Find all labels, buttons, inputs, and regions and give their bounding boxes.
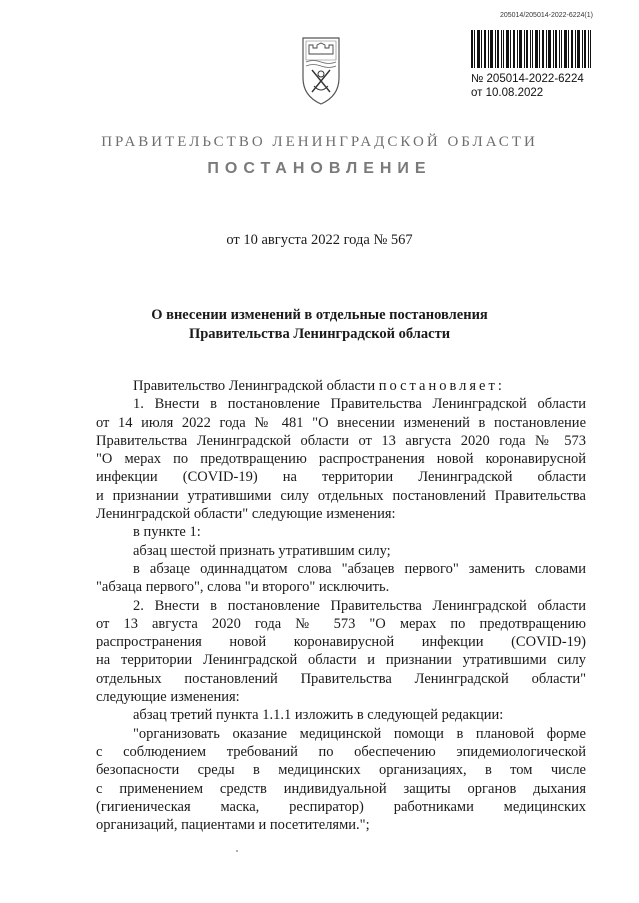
paragraph-line: распространения новой коронавирусной инфекции (COVID-19) — [96, 634, 586, 651]
registration-block — [471, 72, 584, 100]
subject-line: О внесении изменений в отдельные постановления — [151, 307, 488, 323]
intro-verb: постановляет: — [378, 378, 505, 394]
quote-line: организаций, пациентами и посетителями."; — [96, 817, 370, 834]
list-item: абзац третий пункта 1.1.1 изложить в следующей редакции: — [133, 707, 504, 724]
document-type: ПОСТАНОВЛЕНИЕ — [207, 160, 432, 177]
paragraph-line: 2. Внести в постановление Правительства Ленинградской области — [133, 597, 586, 614]
paragraph-line: следующие изменения: — [96, 689, 240, 706]
coat-of-arms-icon — [300, 34, 342, 106]
document-body — [96, 377, 586, 834]
paragraph-line: и признании утратившими силу отдельных постановлений Правительства — [96, 487, 586, 504]
list-item: абзац шестой признать утратившим силу; — [133, 542, 391, 559]
list-item: "абзаца первого", слова "и второго" исключить. — [96, 579, 390, 596]
subject-line: Правительства Ленинградской области — [188, 326, 451, 342]
paragraph-line: Ленинградской области" следующие изменения: — [96, 506, 396, 523]
barcode-icon — [471, 30, 591, 68]
paragraph-line: на территории Ленинградской области и признании утратившими силу — [96, 652, 586, 669]
list-item: в пункте 1: — [133, 524, 201, 541]
paragraph-line: от 13 августа 2020 года № 573 "О мерах по предотвращению — [96, 615, 586, 632]
intro-text: Правительство Ленинградской области — [133, 378, 379, 394]
paragraph-line: отдельных постановлений Правительства Ленинградской области" — [96, 670, 586, 687]
date-line: от 10 августа 2022 года № 567 — [226, 232, 413, 248]
paragraph-line: инфекции (COVID-19) на территории Ленинградской области — [96, 469, 586, 486]
quote-line: с соблюдением требований по обеспечению эпидемиологической — [96, 743, 586, 760]
quote-line: "организовать оказание медицинской помощи в плановой форме — [133, 725, 586, 742]
quote-line: безопасности среды в медицинских организациях, в том числе — [96, 762, 586, 779]
document-subject — [0, 306, 639, 344]
quote-line: с применением средств индивидуальной защиты органов дыхания — [96, 780, 586, 797]
paragraph-line: от 14 июля 2022 года № 481 "О внесении изменений в постановление — [96, 414, 586, 431]
quote-line: (гигиеническая маска, респиратор) работниками медицинских — [96, 798, 586, 815]
paragraph-line: 1. Внести в постановление Правительства Ленинградской области — [133, 396, 586, 413]
intro-paragraph — [96, 377, 586, 395]
page-mark — [236, 850, 238, 852]
paragraph-line: Правительства Ленинградской области от 13 августа 2020 года № 573 — [96, 432, 586, 449]
document-ref-code: 205014/205014-2022-6224(1) — [499, 12, 593, 19]
registration-number: № 205014-2022-6224 — [471, 73, 584, 85]
government-title: ПРАВИТЕЛЬСТВО ЛЕНИНГРАДСКОЙ ОБЛАСТИ — [101, 134, 538, 150]
registration-date: от 10.08.2022 — [471, 87, 544, 99]
paragraph-line: "О мерах по предотвращению распространения новой коронавирусной — [96, 451, 586, 468]
list-item: в абзаце одиннадцатом слова "абзацев первого" заменить словами — [133, 560, 586, 577]
